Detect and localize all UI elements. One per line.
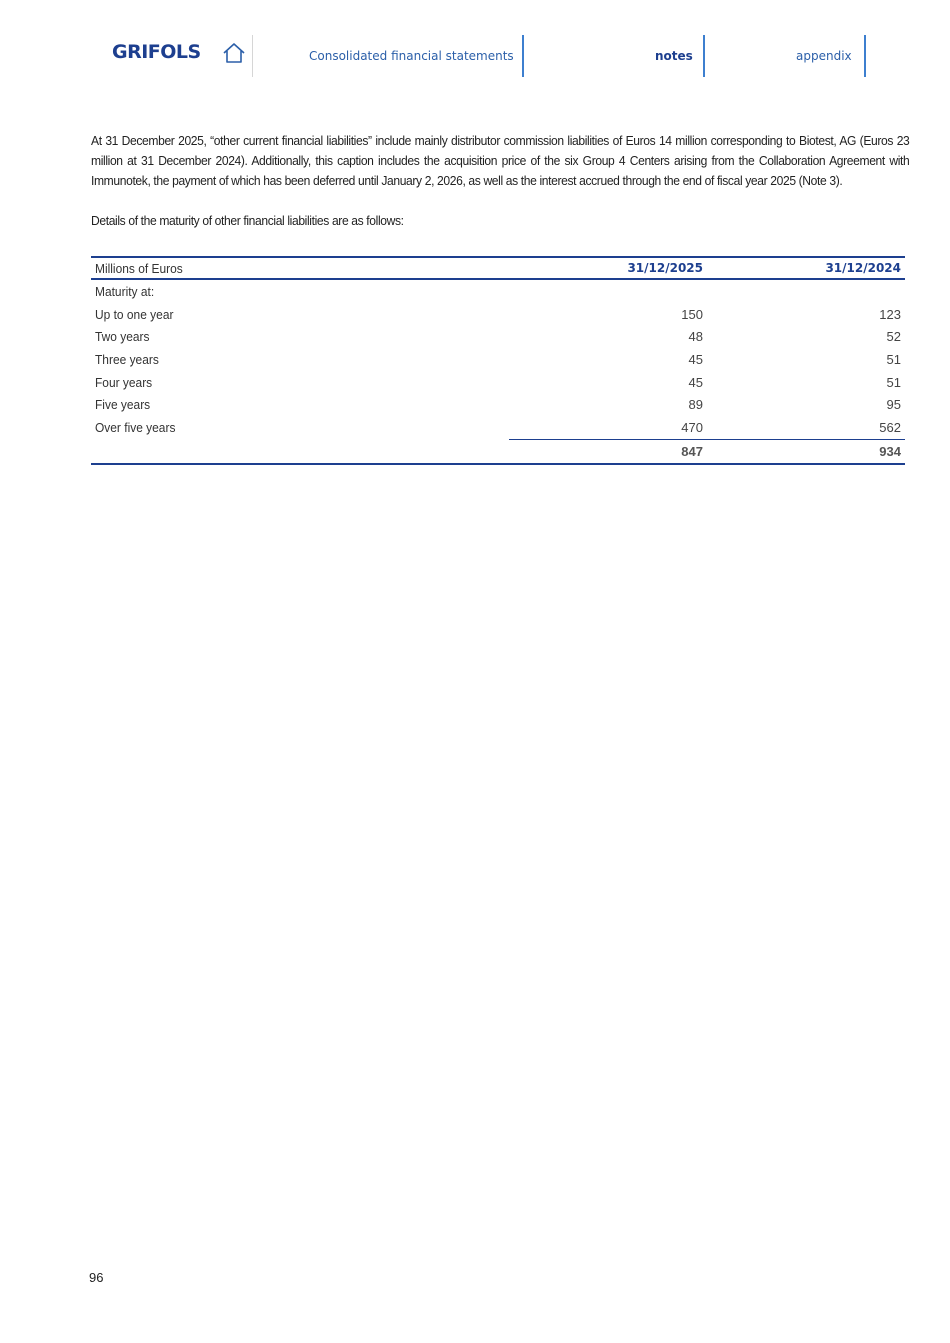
value-2025: 45 [688, 351, 703, 367]
row-label: Two years [95, 329, 150, 345]
header-divider [864, 35, 866, 77]
row-label: Three years [95, 351, 159, 367]
table-row [91, 303, 905, 326]
row-label: Five years [95, 397, 151, 413]
table-row [91, 416, 905, 439]
maturity-table [91, 256, 905, 465]
body-paragraph: At 31 December 2025, “other current financial liabilities” include mainly distributor commission liabilities of Euros 14 million corresponding to Biotest, AG (Euros 23 million at 31 December 2024). Additionally, this caption includes the acquisition price of the six Group 4 Centers arising from the Collaboration Agreement with Immunotek, the payment of which has been deferred until January 2, 2026, as well as the interest accrued through the end of fiscal year 2025 (Note 3). [91, 133, 910, 188]
value-2024: 51 [886, 374, 901, 390]
body-paragraph: Details of the maturity of other financial liabilities are as follows: [91, 213, 404, 228]
table-total-row [91, 439, 905, 463]
table-row [91, 348, 905, 371]
header-divider [703, 35, 705, 77]
row-label: Four years [95, 374, 153, 390]
nav-appendix[interactable]: appendix [796, 49, 852, 63]
header-col-2025: 31/12/2025 [509, 257, 707, 279]
value-2025: 45 [688, 374, 703, 390]
value-2025: 150 [681, 306, 703, 322]
header-label: Millions of Euros [91, 257, 509, 279]
header-divider [252, 35, 253, 77]
total-2025: 847 [509, 439, 707, 463]
value-2024: 95 [886, 397, 901, 413]
header-col-2024: 31/12/2024 [707, 257, 905, 279]
nav-consolidated-financial-statements[interactable]: Consolidated financial statements [309, 49, 514, 63]
page-number: 96 [89, 1270, 104, 1285]
section-label: Maturity at: [95, 283, 155, 299]
value-2024: 52 [886, 329, 901, 345]
table-header-row [91, 257, 905, 279]
nav-notes[interactable]: notes [655, 49, 693, 63]
table-section-row [91, 279, 905, 303]
page-header [0, 0, 950, 100]
table-row [91, 393, 905, 416]
grifols-logo[interactable]: GRIFOLS [112, 41, 201, 63]
row-label: Over five years [95, 420, 176, 436]
value-2025: 48 [688, 329, 703, 345]
total-label [91, 439, 509, 463]
value-2024: 51 [886, 351, 901, 367]
row-label: Up to one year [95, 306, 174, 322]
table-row [91, 325, 905, 348]
value-2025: 89 [688, 397, 703, 413]
home-icon[interactable] [222, 42, 246, 64]
header-divider [522, 35, 524, 77]
total-2024: 934 [707, 439, 905, 463]
value-2025: 470 [509, 416, 707, 439]
value-2024: 562 [707, 416, 905, 439]
table-row [91, 371, 905, 394]
value-2024: 123 [879, 306, 901, 322]
